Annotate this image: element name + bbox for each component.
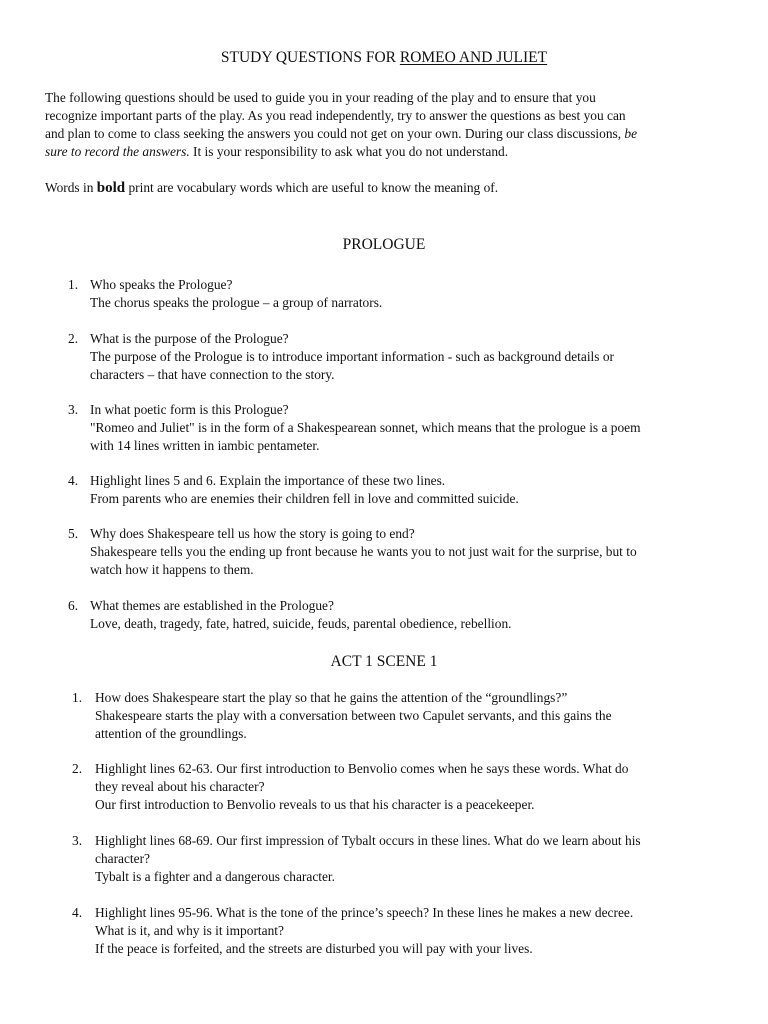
- question-body: [90, 330, 614, 384]
- question-number: 1.: [72, 690, 83, 705]
- question-body: [90, 472, 519, 508]
- answer-text: What is it, and why is it important?: [95, 923, 284, 938]
- answer-text: The chorus speaks the prologue – a group of narrators.: [90, 295, 383, 310]
- question-body: [95, 689, 612, 743]
- intro-line: recognize important parts of the play. As you read independently, try to answer the questions as best you can: [45, 108, 626, 123]
- question-body: [90, 597, 512, 633]
- question-body: [90, 525, 637, 579]
- question-text: Highlight lines 68-69. Our first impression of Tybalt occurs in these lines. What do we learn about his: [95, 833, 641, 848]
- question-number: 2.: [72, 761, 83, 776]
- question-text: How does Shakespeare start the play so that he gains the attention of the “groundlings?”: [95, 690, 568, 705]
- prologue-heading: PROLOGUE: [342, 236, 426, 253]
- vocab-bold-word: bold: [96, 180, 126, 196]
- answer-text: Love, death, tragedy, fate, hatred, suicide, feuds, parental obedience, rebellion.: [90, 616, 512, 631]
- act1-heading: ACT 1 SCENE 1: [330, 653, 438, 670]
- vocab-line: [45, 179, 725, 197]
- answer-text: attention of the groundlings.: [95, 726, 247, 741]
- play-title: ROMEO AND JULIET: [399, 49, 548, 66]
- question-text: What themes are established in the Prologue?: [90, 598, 334, 613]
- question-body: [90, 401, 641, 455]
- question-body: [90, 276, 382, 312]
- answer-text: Our first introduction to Benvolio reveals to us that his character is a peacekeeper.: [95, 797, 535, 812]
- document-title: [0, 48, 768, 68]
- question-number: 1.: [68, 277, 79, 292]
- vocab-text: Words in: [45, 180, 97, 195]
- question-text: In what poetic form is this Prologue?: [90, 402, 289, 417]
- question-number: 4.: [68, 473, 79, 488]
- question-body: [95, 904, 633, 958]
- question-number: 2.: [68, 331, 79, 346]
- question-text: Highlight lines 62-63. Our first introduction to Benvolio comes when he says these words. What do: [95, 761, 629, 776]
- question-text: What is the purpose of the Prologue?: [90, 331, 289, 346]
- intro-line: [45, 125, 725, 143]
- intro-text: It is your responsibility to ask what you do not understand.: [189, 144, 509, 159]
- intro-line: [45, 143, 725, 161]
- answer-text: Shakespeare starts the play with a conversation between two Capulet servants, and this gains the: [95, 708, 612, 723]
- question-text: Highlight lines 95-96. What is the tone of the prince’s speech? In these lines he makes a new decree.: [95, 905, 634, 920]
- question-text: Why does Shakespeare tell us how the story is going to end?: [90, 526, 415, 541]
- question-body: [95, 832, 641, 886]
- answer-text: watch how it happens to them.: [90, 562, 254, 577]
- intro-line: The following questions should be used to guide you in your reading of the play and to ensure that you: [45, 90, 596, 105]
- intro-emphasis: be: [624, 126, 638, 141]
- answer-text: character?: [95, 851, 150, 866]
- answer-text: they reveal about his character?: [95, 779, 265, 794]
- answer-text: If the peace is forfeited, and the streets are disturbed you will pay with your lives.: [95, 941, 533, 956]
- answer-text: Shakespeare tells you the ending up front because he wants you to not just wait for the surprise, but to: [90, 544, 637, 559]
- intro-text: and plan to come to class seeking the answers you could not get on your own. During our class discussions,: [45, 126, 625, 141]
- question-number: 5.: [68, 526, 79, 541]
- answer-text: with 14 lines written in iambic pentameter.: [90, 438, 320, 453]
- vocab-note: [45, 179, 725, 197]
- answer-text: Tybalt is a fighter and a dangerous character.: [95, 869, 335, 884]
- intro-paragraph: [45, 89, 725, 161]
- question-body: [95, 760, 628, 814]
- question-text: Who speaks the Prologue?: [90, 277, 233, 292]
- answer-text: characters – that have connection to the story.: [90, 367, 335, 382]
- question-number: 3.: [68, 402, 79, 417]
- question-number: 4.: [72, 905, 83, 920]
- title-prefix: STUDY QUESTIONS FOR: [220, 49, 400, 66]
- question-number: 6.: [68, 598, 79, 613]
- intro-emphasis: sure to record the answers.: [45, 144, 190, 159]
- question-text: Highlight lines 5 and 6. Explain the importance of these two lines.: [90, 473, 446, 488]
- question-number: 3.: [72, 833, 83, 848]
- answer-text: "Romeo and Juliet" is in the form of a Shakespearean sonnet, which means that the prologue is a poem: [90, 420, 641, 435]
- answer-text: From parents who are enemies their children fell in love and committed suicide.: [90, 491, 519, 506]
- vocab-text: print are vocabulary words which are useful to know the meaning of.: [125, 180, 499, 195]
- answer-text: The purpose of the Prologue is to introduce important information - such as background details or: [90, 349, 614, 364]
